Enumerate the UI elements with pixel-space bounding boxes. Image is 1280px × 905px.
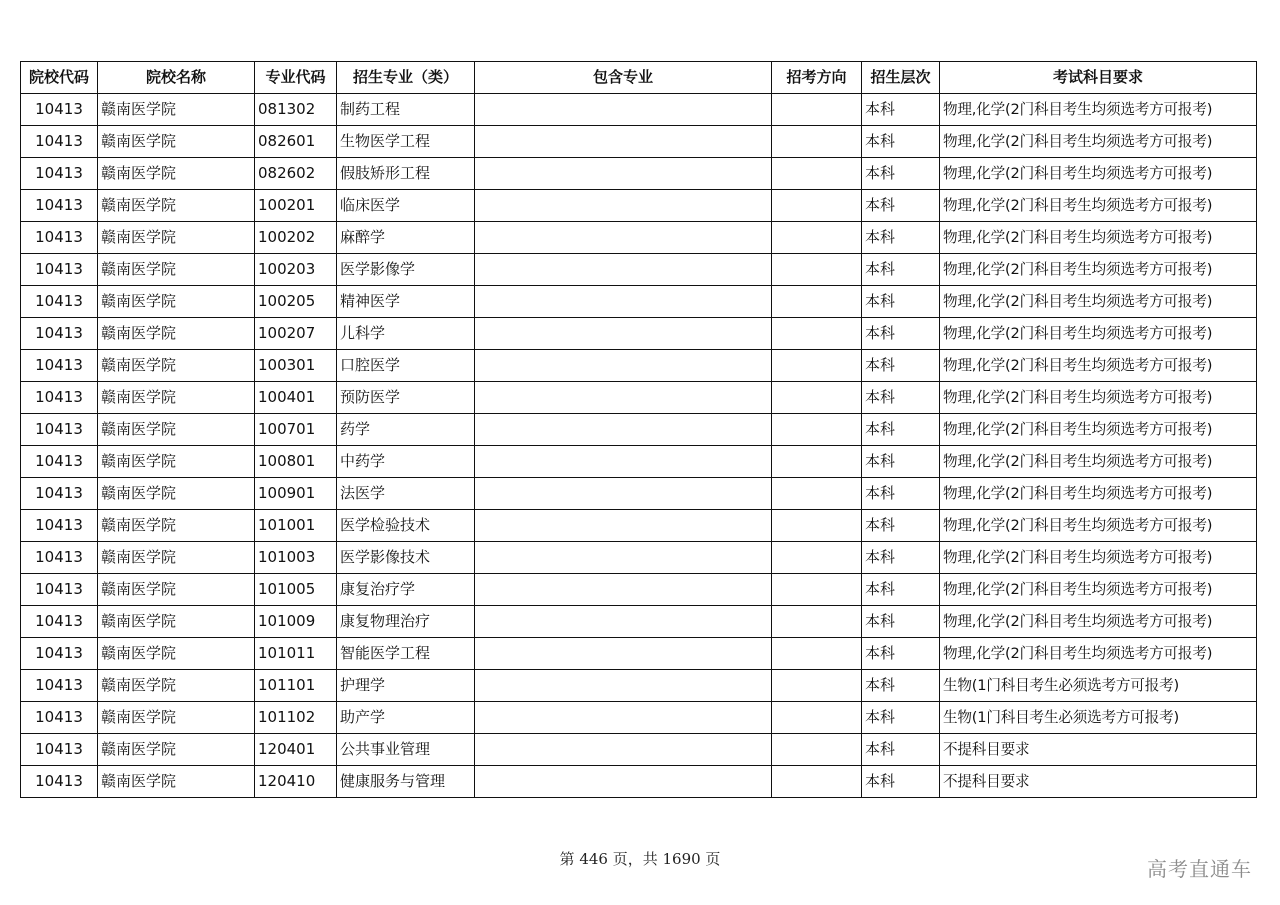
cell-major-name: 健康服务与管理 (337, 766, 475, 798)
cell-school-code: 10413 (21, 254, 98, 286)
header-school-code: 院校代码 (21, 62, 98, 94)
cell-included-majors (475, 606, 772, 638)
cell-major-code: 082602 (255, 158, 337, 190)
table-row (21, 574, 1257, 606)
cell-major-name: 精神医学 (337, 286, 475, 318)
table-row (21, 638, 1257, 670)
cell-major-name: 康复物理治疗 (337, 606, 475, 638)
cell-major-name: 药学 (337, 414, 475, 446)
cell-school-code: 10413 (21, 542, 98, 574)
cell-subject-requirement: 物理,化学(2门科目考生均须选考方可报考) (940, 446, 1257, 478)
cell-included-majors (475, 766, 772, 798)
cell-level: 本科 (862, 126, 940, 158)
cell-school-code: 10413 (21, 446, 98, 478)
cell-direction (772, 94, 862, 126)
cell-subject-requirement: 不提科目要求 (940, 766, 1257, 798)
cell-school-name: 赣南医学院 (98, 638, 255, 670)
cell-level: 本科 (862, 158, 940, 190)
cell-school-code: 10413 (21, 638, 98, 670)
cell-subject-requirement: 物理,化学(2门科目考生均须选考方可报考) (940, 478, 1257, 510)
cell-included-majors (475, 670, 772, 702)
table-row (21, 382, 1257, 414)
cell-subject-requirement: 物理,化学(2门科目考生均须选考方可报考) (940, 158, 1257, 190)
cell-level: 本科 (862, 478, 940, 510)
cell-subject-requirement: 物理,化学(2门科目考生均须选考方可报考) (940, 254, 1257, 286)
cell-school-name: 赣南医学院 (98, 670, 255, 702)
page-number: 第 446 页，共 1690 页 (559, 850, 721, 868)
cell-subject-requirement: 物理,化学(2门科目考生均须选考方可报考) (940, 350, 1257, 382)
cell-direction (772, 702, 862, 734)
cell-school-code: 10413 (21, 94, 98, 126)
cell-subject-requirement: 生物(1门科目考生必须选考方可报考) (940, 670, 1257, 702)
cell-school-code: 10413 (21, 318, 98, 350)
table-row (21, 606, 1257, 638)
cell-direction (772, 542, 862, 574)
cell-direction (772, 766, 862, 798)
header-school-name: 院校名称 (98, 62, 255, 94)
cell-included-majors (475, 286, 772, 318)
cell-included-majors (475, 190, 772, 222)
cell-direction (772, 478, 862, 510)
cell-level: 本科 (862, 542, 940, 574)
cell-level: 本科 (862, 446, 940, 478)
table-row (21, 254, 1257, 286)
cell-subject-requirement: 物理,化学(2门科目考生均须选考方可报考) (940, 606, 1257, 638)
cell-school-name: 赣南医学院 (98, 574, 255, 606)
cell-subject-requirement: 物理,化学(2门科目考生均须选考方可报考) (940, 638, 1257, 670)
cell-major-name: 医学影像技术 (337, 542, 475, 574)
cell-major-code: 100801 (255, 446, 337, 478)
cell-subject-requirement: 物理,化学(2门科目考生均须选考方可报考) (940, 94, 1257, 126)
header-direction: 招考方向 (772, 62, 862, 94)
cell-level: 本科 (862, 606, 940, 638)
cell-school-name: 赣南医学院 (98, 702, 255, 734)
requirements-table (20, 61, 1257, 798)
cell-school-code: 10413 (21, 606, 98, 638)
cell-school-name: 赣南医学院 (98, 510, 255, 542)
table-row (21, 766, 1257, 798)
cell-level: 本科 (862, 414, 940, 446)
cell-school-name: 赣南医学院 (98, 542, 255, 574)
cell-level: 本科 (862, 190, 940, 222)
cell-level: 本科 (862, 350, 940, 382)
cell-level: 本科 (862, 638, 940, 670)
cell-included-majors (475, 158, 772, 190)
cell-major-name: 医学检验技术 (337, 510, 475, 542)
cell-major-code: 101101 (255, 670, 337, 702)
cell-subject-requirement: 物理,化学(2门科目考生均须选考方可报考) (940, 286, 1257, 318)
table-row (21, 670, 1257, 702)
cell-subject-requirement: 物理,化学(2门科目考生均须选考方可报考) (940, 190, 1257, 222)
table-row (21, 126, 1257, 158)
cell-school-name: 赣南医学院 (98, 734, 255, 766)
cell-major-code: 100207 (255, 318, 337, 350)
cell-major-code: 100201 (255, 190, 337, 222)
cell-major-name: 护理学 (337, 670, 475, 702)
table-row (21, 158, 1257, 190)
cell-level: 本科 (862, 734, 940, 766)
cell-included-majors (475, 318, 772, 350)
cell-level: 本科 (862, 254, 940, 286)
cell-major-code: 100701 (255, 414, 337, 446)
table-row (21, 350, 1257, 382)
cell-subject-requirement: 物理,化学(2门科目考生均须选考方可报考) (940, 414, 1257, 446)
cell-major-name: 口腔医学 (337, 350, 475, 382)
cell-included-majors (475, 94, 772, 126)
cell-school-name: 赣南医学院 (98, 94, 255, 126)
cell-level: 本科 (862, 574, 940, 606)
header-major-code: 专业代码 (255, 62, 337, 94)
cell-school-code: 10413 (21, 190, 98, 222)
cell-subject-requirement: 物理,化学(2门科目考生均须选考方可报考) (940, 318, 1257, 350)
cell-direction (772, 510, 862, 542)
cell-major-name: 法医学 (337, 478, 475, 510)
cell-direction (772, 350, 862, 382)
cell-direction (772, 670, 862, 702)
cell-major-name: 中药学 (337, 446, 475, 478)
cell-major-code: 082601 (255, 126, 337, 158)
cell-major-name: 制药工程 (337, 94, 475, 126)
table-row (21, 478, 1257, 510)
cell-included-majors (475, 734, 772, 766)
cell-school-name: 赣南医学院 (98, 606, 255, 638)
cell-major-code: 120410 (255, 766, 337, 798)
cell-included-majors (475, 382, 772, 414)
cell-school-code: 10413 (21, 382, 98, 414)
header-included-majors: 包含专业 (475, 62, 772, 94)
cell-direction (772, 158, 862, 190)
cell-school-name: 赣南医学院 (98, 158, 255, 190)
table-body (21, 94, 1257, 798)
cell-level: 本科 (862, 222, 940, 254)
cell-school-code: 10413 (21, 286, 98, 318)
cell-level: 本科 (862, 318, 940, 350)
cell-major-code: 101011 (255, 638, 337, 670)
table-row (21, 190, 1257, 222)
cell-direction (772, 606, 862, 638)
cell-subject-requirement: 物理,化学(2门科目考生均须选考方可报考) (940, 574, 1257, 606)
table-row (21, 734, 1257, 766)
cell-school-code: 10413 (21, 222, 98, 254)
cell-direction (772, 222, 862, 254)
cell-major-code: 100203 (255, 254, 337, 286)
cell-included-majors (475, 702, 772, 734)
header-subject-requirement: 考试科目要求 (940, 62, 1257, 94)
cell-major-code: 101005 (255, 574, 337, 606)
header-level: 招生层次 (862, 62, 940, 94)
cell-direction (772, 574, 862, 606)
cell-school-name: 赣南医学院 (98, 126, 255, 158)
requirements-table-container (20, 61, 1257, 798)
table-row (21, 94, 1257, 126)
table-row (21, 702, 1257, 734)
cell-school-name: 赣南医学院 (98, 446, 255, 478)
cell-level: 本科 (862, 510, 940, 542)
cell-direction (772, 734, 862, 766)
cell-direction (772, 318, 862, 350)
cell-major-name: 智能医学工程 (337, 638, 475, 670)
cell-level: 本科 (862, 94, 940, 126)
cell-included-majors (475, 638, 772, 670)
cell-major-name: 假肢矫形工程 (337, 158, 475, 190)
cell-direction (772, 286, 862, 318)
header-major-name: 招生专业（类） (337, 62, 475, 94)
watermark-logo-text: 高考直通车 (1147, 857, 1252, 881)
cell-school-code: 10413 (21, 158, 98, 190)
cell-school-name: 赣南医学院 (98, 350, 255, 382)
cell-direction (772, 254, 862, 286)
cell-school-code: 10413 (21, 702, 98, 734)
table-row (21, 510, 1257, 542)
cell-subject-requirement: 物理,化学(2门科目考生均须选考方可报考) (940, 382, 1257, 414)
cell-school-code: 10413 (21, 734, 98, 766)
table-row (21, 446, 1257, 478)
cell-included-majors (475, 350, 772, 382)
cell-major-name: 康复治疗学 (337, 574, 475, 606)
cell-major-code: 101102 (255, 702, 337, 734)
cell-school-code: 10413 (21, 670, 98, 702)
cell-school-code: 10413 (21, 510, 98, 542)
cell-major-code: 100901 (255, 478, 337, 510)
cell-included-majors (475, 222, 772, 254)
cell-major-name: 临床医学 (337, 190, 475, 222)
cell-level: 本科 (862, 286, 940, 318)
cell-school-code: 10413 (21, 574, 98, 606)
cell-direction (772, 638, 862, 670)
cell-school-name: 赣南医学院 (98, 318, 255, 350)
cell-major-code: 100301 (255, 350, 337, 382)
table-row (21, 414, 1257, 446)
cell-major-name: 预防医学 (337, 382, 475, 414)
cell-level: 本科 (862, 766, 940, 798)
cell-level: 本科 (862, 382, 940, 414)
cell-school-name: 赣南医学院 (98, 414, 255, 446)
cell-school-code: 10413 (21, 126, 98, 158)
cell-school-name: 赣南医学院 (98, 382, 255, 414)
cell-level: 本科 (862, 670, 940, 702)
cell-major-name: 公共事业管理 (337, 734, 475, 766)
cell-subject-requirement: 物理,化学(2门科目考生均须选考方可报考) (940, 222, 1257, 254)
cell-major-code: 100202 (255, 222, 337, 254)
table-row (21, 286, 1257, 318)
cell-major-code: 100401 (255, 382, 337, 414)
cell-school-name: 赣南医学院 (98, 766, 255, 798)
cell-major-code: 081302 (255, 94, 337, 126)
cell-direction (772, 446, 862, 478)
cell-subject-requirement: 生物(1门科目考生必须选考方可报考) (940, 702, 1257, 734)
cell-major-code: 101001 (255, 510, 337, 542)
header-row (21, 62, 1257, 94)
cell-school-name: 赣南医学院 (98, 478, 255, 510)
cell-school-name: 赣南医学院 (98, 254, 255, 286)
cell-level: 本科 (862, 702, 940, 734)
cell-subject-requirement: 不提科目要求 (940, 734, 1257, 766)
cell-major-code: 101003 (255, 542, 337, 574)
cell-included-majors (475, 574, 772, 606)
table-row (21, 222, 1257, 254)
cell-school-code: 10413 (21, 350, 98, 382)
cell-included-majors (475, 510, 772, 542)
cell-school-code: 10413 (21, 766, 98, 798)
cell-school-name: 赣南医学院 (98, 190, 255, 222)
cell-included-majors (475, 126, 772, 158)
cell-subject-requirement: 物理,化学(2门科目考生均须选考方可报考) (940, 126, 1257, 158)
cell-school-name: 赣南医学院 (98, 286, 255, 318)
table-row (21, 542, 1257, 574)
cell-major-name: 麻醉学 (337, 222, 475, 254)
cell-school-name: 赣南医学院 (98, 222, 255, 254)
cell-school-code: 10413 (21, 478, 98, 510)
table-row (21, 318, 1257, 350)
cell-included-majors (475, 542, 772, 574)
cell-included-majors (475, 254, 772, 286)
cell-major-name: 助产学 (337, 702, 475, 734)
cell-direction (772, 414, 862, 446)
cell-major-name: 医学影像学 (337, 254, 475, 286)
cell-included-majors (475, 478, 772, 510)
cell-subject-requirement: 物理,化学(2门科目考生均须选考方可报考) (940, 510, 1257, 542)
cell-school-code: 10413 (21, 414, 98, 446)
cell-direction (772, 190, 862, 222)
cell-direction (772, 382, 862, 414)
cell-included-majors (475, 446, 772, 478)
cell-major-code: 120401 (255, 734, 337, 766)
cell-major-name: 儿科学 (337, 318, 475, 350)
cell-major-code: 101009 (255, 606, 337, 638)
cell-subject-requirement: 物理,化学(2门科目考生均须选考方可报考) (940, 542, 1257, 574)
cell-major-name: 生物医学工程 (337, 126, 475, 158)
cell-major-code: 100205 (255, 286, 337, 318)
cell-direction (772, 126, 862, 158)
cell-included-majors (475, 414, 772, 446)
